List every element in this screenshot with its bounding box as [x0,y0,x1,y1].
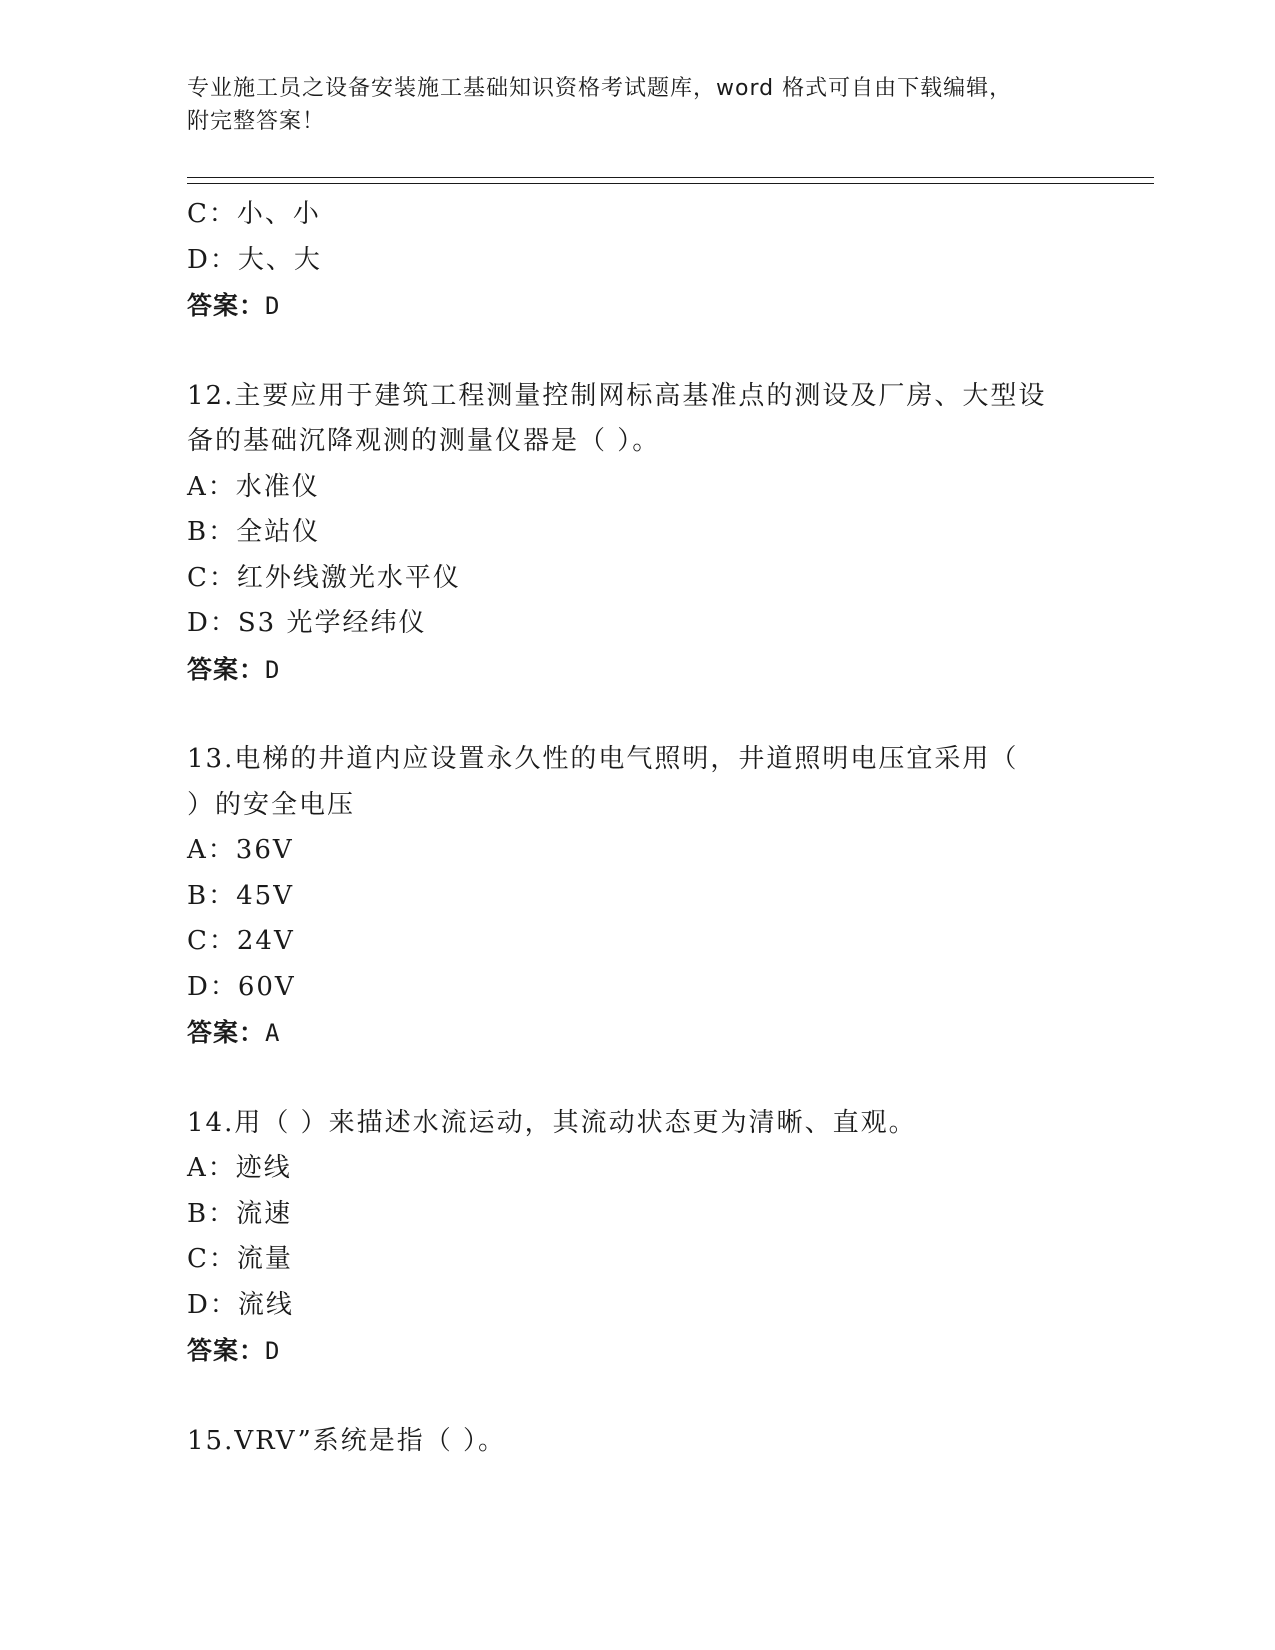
answer-label: 答案： [187,1336,266,1365]
header-line-2: 附完整答案！ [187,109,326,134]
answer-value: A [265,1019,281,1047]
answer-line [187,1010,1087,1056]
question-gap [187,1056,1087,1101]
answer-label: 答案： [187,1018,266,1047]
header-line-1: 专业施工员之设备安装施工基础知识资格考试题库，word 格式可自由下载编辑， [187,76,1013,101]
option-b: B：全站仪 [187,517,321,547]
question-list [187,192,1087,1464]
answer-label: 答案： [187,654,266,684]
question-14 [187,1101,1087,1374]
option-d: D：60V [187,971,296,1002]
question-11 [187,192,1087,329]
page-header [187,72,1087,138]
question-gap [187,1374,1087,1419]
option-c: C：红外线激光水平仪 [187,562,461,593]
question-gap [187,329,1087,374]
question-gap [187,692,1087,737]
option-c: C：小、小 [187,199,321,229]
option-b: B：流速 [187,1198,293,1229]
option-b: B：45V [187,880,294,911]
answer-label: 答案： [187,291,266,320]
question-stem: 备的基础沉降观测的测量仪器是（ ）。 [187,426,661,456]
question-12 [187,374,1087,693]
question-13 [187,737,1087,1056]
answer-line [187,647,1087,693]
answer-value: D [265,655,281,684]
option-d: D：S3 光学经纬仪 [187,608,427,638]
option-a: A：36V [187,835,294,865]
question-15 [187,1419,1087,1465]
header-rule-top [187,177,1154,178]
question-stem: ）的安全电压 [187,789,356,820]
question-stem: 13.电梯的井道内应设置永久性的电气照明，井道照明电压宜采用（ [187,744,1019,774]
option-d: D：流线 [187,1289,294,1320]
question-stem: 14.用（ ）来描述水流运动，其流动状态更为清晰、直观。 [187,1107,917,1138]
answer-line [187,283,1087,329]
option-a: A：水准仪 [187,471,320,502]
question-stem: 15.VRV”系统是指（ ）。 [187,1425,507,1456]
option-a: A：迹线 [187,1153,292,1183]
option-c: C：流量 [187,1244,293,1274]
answer-value: D [265,1337,281,1365]
answer-value: D [265,292,281,320]
answer-line [187,1328,1087,1374]
option-c: C：24V [187,926,295,956]
header-rule-bottom [187,183,1154,184]
option-d: D：大、大 [187,244,322,275]
question-stem: 12.主要应用于建筑工程测量控制网标高基准点的测设及厂房、大型设 [187,380,1047,411]
